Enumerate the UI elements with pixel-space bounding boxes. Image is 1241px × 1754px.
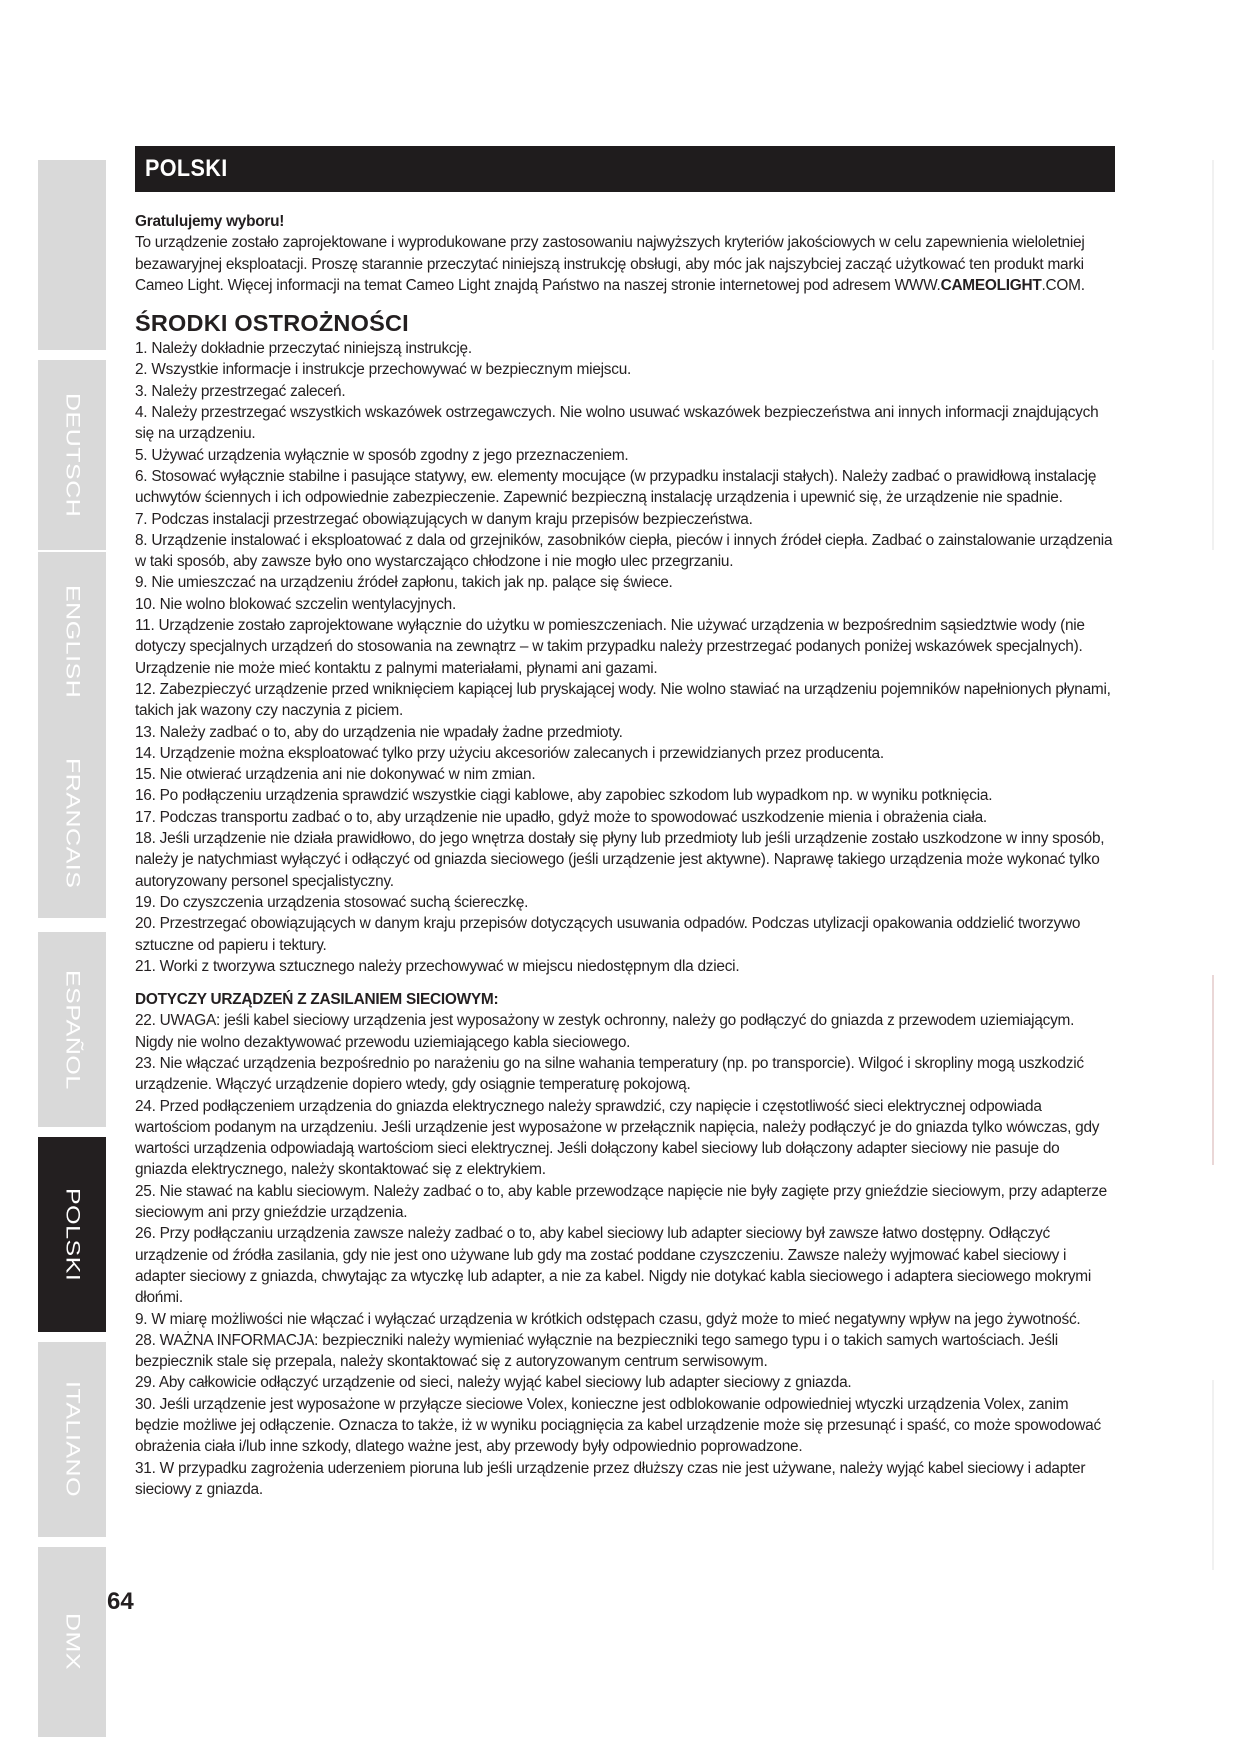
edge-rule-active <box>1212 975 1214 1165</box>
list-item: 10. Nie wolno blokować szczelin wentylacyjnych. <box>135 595 457 613</box>
edge-rule <box>1212 360 1214 550</box>
intro-paragraph <box>135 232 1115 296</box>
list-item: 28. WAŻNA INFORMACJA: bezpieczniki należy wymieniać wyłącznie na bezpieczniki tego samego typu i o takich samych wartościach. Jeśli bezpiecznik stale się przepala, należy skontaktować się z autoryzowanym centrum serwisowym. <box>135 1331 1058 1371</box>
sidebar-tab-english[interactable] <box>38 552 106 732</box>
main-content <box>135 211 1115 1500</box>
list-item: 11. Urządzenie zostało zaprojektowane wyłącznie do użytku w pomieszczeniach. Nie używać urządzenia w bezpośrednim sąsiedztwie wody (nie dotyczy specjalnych urządzeń do stosowania na zewnątrz – w takim przypadku należy przestrzegać podanych poniżej wskazówek specjalnych). Urządzenie nie może mieć kontaktu z palnymi materiałami, płynami ani gazami. <box>135 617 1085 677</box>
list-item: 2. Wszystkie informacje i instrukcje przechowywać w bezpiecznym miejscu. <box>135 361 632 379</box>
sidebar-tab-label: ENGLISH <box>61 585 84 699</box>
sidebar-tab-label: ESPAÑOL <box>61 969 84 1090</box>
page-title: POLSKI <box>145 155 228 182</box>
intro-title: Gratulujemy wyboru! <box>135 213 285 230</box>
list-item: 16. Po podłączeniu urządzenia sprawdzić wszystkie ciągi kablowe, aby zapobiec szkodom lub wypadkom np. w wyniku potknięcia. <box>135 787 993 805</box>
list-item: 4. Należy przestrzegać wszystkich wskazówek ostrzegawczych. Nie wolno usuwać wskazówek bezpieczeństwa ani innych informacji znajdujących się na urządzeniu. <box>135 404 1099 443</box>
sidebar-tab-dmx[interactable] <box>38 1547 106 1737</box>
intro-text: To urządzenie zostało zaprojektowane i wyprodukowane przy zastosowaniu najwyższych kryteriów jakościowych w celu zapewnienia wieloletniej bezawaryjnej eksploatacji. Proszę starannie przeczytać niniejszą instrukcję obsługi, aby móc jak najszybciej zacząć użytkować ten produkt marki Cameo Light. Więcej informacji na temat Cameo Light znajdą Państwo na naszej stronie internetowej pod adresem <box>135 234 1085 294</box>
edge-rule <box>1212 1380 1214 1570</box>
safety-heading: ŚRODKI OSTROŻNOŚCI <box>135 310 409 337</box>
list-item: 19. Do czyszczenia urządzenia stosować suchą ściereczkę. <box>135 893 529 911</box>
sidebar-tab-italiano[interactable] <box>38 1342 106 1537</box>
list-item: 12. Zabezpieczyć urządzenie przed wniknięciem kapiącej lub pryskającej wody. Nie wolno stawiać na urządzeniu pojemników napełnionych płynami, takich jak wazony czy naczynia z piciem. <box>135 680 1111 720</box>
sidebar-tab-label: DEUTSCH <box>61 392 84 518</box>
sidebar-tab-deutsch[interactable] <box>38 360 106 550</box>
safety-list <box>135 338 1115 977</box>
list-item: 31. W przypadku zagrożenia uderzeniem pioruna lub jeśli urządzenie przez dłuższy czas nie jest używane, należy wyjąć kabel sieciowy i adapter sieciowy z gniazda. <box>135 1459 1086 1498</box>
list-item: 14. Urządzenie można eksploatować tylko przy użyciu akcesoriów zalecanych i przewidzianych przez producenta. <box>135 744 884 762</box>
list-item: 18. Jeśli urządzenie nie działa prawidłowo, do jego wnętrza dostały się płyny lub przedmioty lub jeśli urządzenie zostało uszkodzone w inny sposób, należy je natychmiast wyłączyć i odłączyć od gniazda sieciowego (jeśli urządzenie jest aktywne). Naprawę takiego urządzenia może wykonać tylko autoryzowany personel specjalistyczny. <box>135 830 1105 890</box>
list-item: 8. Urządzenie instalować i eksploatować z dala od grzejników, zasobników ciepła, pieców i innych źródeł ciepła. Zadbać o zainstalowanie urządzenia w taki sposób, aby zawsze było ono wystarczająco chłodzone i nie mogło ulec przegrzaniu. <box>135 531 1113 571</box>
list-item: 21. Worki z tworzywa sztucznego należy przechowywać w miejscu niedostępnym dla dzieci. <box>135 957 740 975</box>
list-item: 1. Należy dokładnie przeczytać niniejszą instrukcję. <box>135 340 472 358</box>
sidebar-tab-label: POLSKI <box>61 1187 84 1282</box>
page-number: 64 <box>107 1588 134 1615</box>
list-item: 9. W miarę możliwości nie włączać i wyłączać urządzenia w krótkich odstępach czasu, gdyż może to mieć negatywny wpływ na jego żywotność. <box>135 1310 1081 1328</box>
section-header-bar <box>135 146 1115 192</box>
website-suffix: .COM. <box>1041 276 1085 294</box>
language-sidebar <box>38 160 106 1671</box>
list-item: 26. Przy podłączaniu urządzenia zawsze należy zadbać o to, aby kabel sieciowy lub adapter sieciowy był zawsze łatwo dostępny. Odłączyć urządzenie od źródła zasilania, gdy nie jest ono używane lub gdy ma zostać poddane czyszczeniu. Zawsze należy wyjmować kabel sieciowy i adapter sieciowy z gniazda, chwytając za wtyczkę lub adapter, a nie za kabel. Nigdy nie dotykać kabla sieciowego i adaptera sieciowego mokrymi dłońmi. <box>135 1225 1092 1307</box>
sidebar-tab-francais[interactable] <box>38 728 106 918</box>
website-link[interactable] <box>895 277 1085 294</box>
sidebar-tab-polski[interactable] <box>38 1137 106 1332</box>
list-item: 9. Nie umieszczać na urządzeniu źródeł zapłonu, takich jak np. palące się świece. <box>135 574 673 592</box>
list-item: 17. Podczas transportu zadbać o to, aby urządzenie nie upadło, gdyż może to spowodować uszkodzenie mienia i obrażenia ciała. <box>135 808 987 826</box>
list-item: 23. Nie włączać urządzenia bezpośrednio po narażeniu go na silne wahania temperatury (np. po transporcie). Wilgoć i skropliny mogą uszkodzić urządzenie. Włączyć urządzenie dopiero wtedy, gdy osiągnie temperaturę pokojową. <box>135 1054 1084 1094</box>
list-item: 29. Aby całkowicie odłączyć urządzenie od sieci, należy wyjąć kabel sieciowy lub adapter sieciowy z gniazda. <box>135 1374 852 1392</box>
edge-rule <box>1212 160 1214 350</box>
list-item: 22. UWAGA: jeśli kabel sieciowy urządzenia jest wyposażony w zestyk ochronny, należy go podłączyć do gniazda z przewodem uziemiającym. Nigdy nie wolno dezaktywować przewodu uziemiającego kabla sieciowego. <box>135 1012 1075 1051</box>
sidebar-tab-blank <box>38 160 106 350</box>
website-prefix: WWW. <box>894 276 941 294</box>
mains-list <box>135 1010 1115 1500</box>
list-item: 24. Przed podłączeniem urządzenia do gniazda elektrycznego należy sprawdzić, czy napięcie i częstotliwość sieci elektrycznej odpowiada wartościom podanym na urządzeniu. Jeśli urządzenie jest wyposażone w przełącznik napięcia, należy podłączyć je do gniazda tylko wówczas, gdy wartości urządzenia odpowiadają wartościom sieci elektrycznej. Jeśli dołączony kabel sieciowy lub dołączony adapter sieciowy nie pasuje do gniazda elektrycznego, należy skontaktować się z elektrykiem. <box>135 1097 1100 1179</box>
website-brand: CAMEOLIGHT <box>940 276 1042 294</box>
list-item: 25. Nie stawać na kablu sieciowym. Należy zadbać o to, aby kable przewodzące napięcie nie były zagięte przy gnieździe sieciowym, przy adapterze sieciowym ani przy gnieździe urządzenia. <box>135 1182 1107 1222</box>
list-item: 7. Podczas instalacji przestrzegać obowiązujących w danym kraju przepisów bezpieczeństwa. <box>135 510 753 528</box>
list-item: 3. Należy przestrzegać zaleceń. <box>135 382 346 400</box>
list-item: 20. Przestrzegać obowiązujących w danym kraju przepisów dotyczących usuwania odpadów. Podczas utylizacji opakowania oddzielić tworzywo sztuczne od papieru i tektury. <box>135 915 1081 954</box>
list-item: 15. Nie otwierać urządzenia ani nie dokonywać w nim zmian. <box>135 766 536 784</box>
sidebar-tab-espanol[interactable] <box>38 932 106 1127</box>
list-item: 6. Stosować wyłącznie stabilne i pasujące statywy, ew. elementy mocujące (w przypadku instalacji stałych). Należy zadbać o prawidłową instalację uchwytów ściennych i ich odpowiednie zabezpieczenie. Zapewnić bezpieczną instalację urządzenia i upewnić się, że urządzenie nie spadnie. <box>135 467 1097 507</box>
list-item: 13. Należy zadbać o to, aby do urządzenia nie wpadały żadne przedmioty. <box>135 723 623 741</box>
sidebar-tab-label: ITALIANO <box>61 1381 84 1498</box>
sidebar-tab-label: DMX <box>61 1613 84 1671</box>
mains-heading: DOTYCZY URZĄDZEŃ Z ZASILANIEM SIECIOWYM: <box>135 991 499 1009</box>
list-item: 30. Jeśli urządzenie jest wyposażone w przyłącze sieciowe Volex, konieczne jest odblokowanie odpowiedniej wtyczki urządzenia Volex, zanim będzie możliwe jej odłączenie. Oznacza to także, iż w wyniku pociągnięcia za kabel urządzenie może się przesunąć i spaść, co może spowodować obrażenia ciała i/lub inne szkody, dlatego ważne jest, aby przewody były odpowiednio poprowadzone. <box>135 1395 1101 1456</box>
sidebar-tab-label: FRANCAIS <box>61 757 84 889</box>
list-item: 5. Używać urządzenia wyłącznie w sposób zgodny z jego przeznaczeniem. <box>135 446 629 464</box>
